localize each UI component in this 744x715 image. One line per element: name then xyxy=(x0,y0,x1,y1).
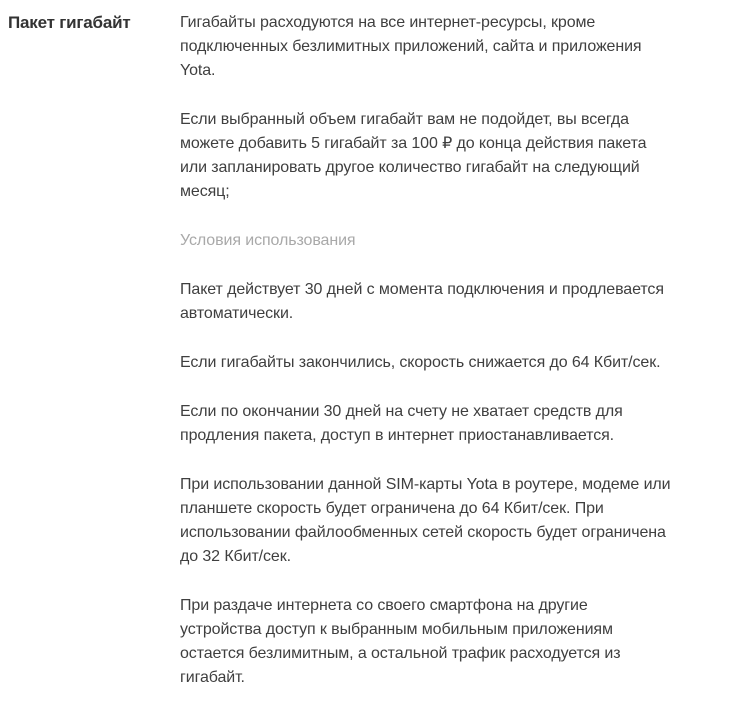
paragraph-insufficient-funds: Если по окончании 30 дней на счету не хватает средств для продления пакета, доступ в интернет приостанавливается. xyxy=(180,403,623,444)
paragraph-speed-reduction: Если гигабайты закончились, скорость снижается до 64 Кбит/сек. xyxy=(180,354,661,371)
paragraph-sim-device-restrictions: При использовании данной SIM-карты Yota в роутере, модеме или планшете скорость будет ограничена до 64 Кбит/сек. При использовании файлообменных сетей скорость будет ограничена до 32 Кбит/сек. xyxy=(180,476,671,565)
row-label-column xyxy=(0,0,180,35)
section-heading: Пакет гигабайт xyxy=(8,13,131,32)
paragraph-gigabytes-usage: Гигабайты расходуются на все интернет-ресурсы, кроме подключенных безлимитных приложений, сайта и приложения Yota. xyxy=(180,14,642,79)
paragraph-tethering-rules: При раздаче интернета со своего смартфона на другие устройства доступ к выбранным мобильным приложениям остается безлимитным, а остальной трафик расходуется из гигабайт. xyxy=(180,597,621,686)
paragraph-add-gigabytes: Если выбранный объем гигабайт вам не подойдет, вы всегда можете добавить 5 гигабайт за 100 ₽ до конца действия пакета или запланировать другое количество гигабайт на следующий месяц; xyxy=(180,111,647,200)
subheading-terms-of-use: Условия использования xyxy=(180,232,356,249)
description-column xyxy=(180,0,680,715)
paragraph-package-validity: Пакет действует 30 дней с момента подключения и продлевается автоматически. xyxy=(180,281,664,322)
